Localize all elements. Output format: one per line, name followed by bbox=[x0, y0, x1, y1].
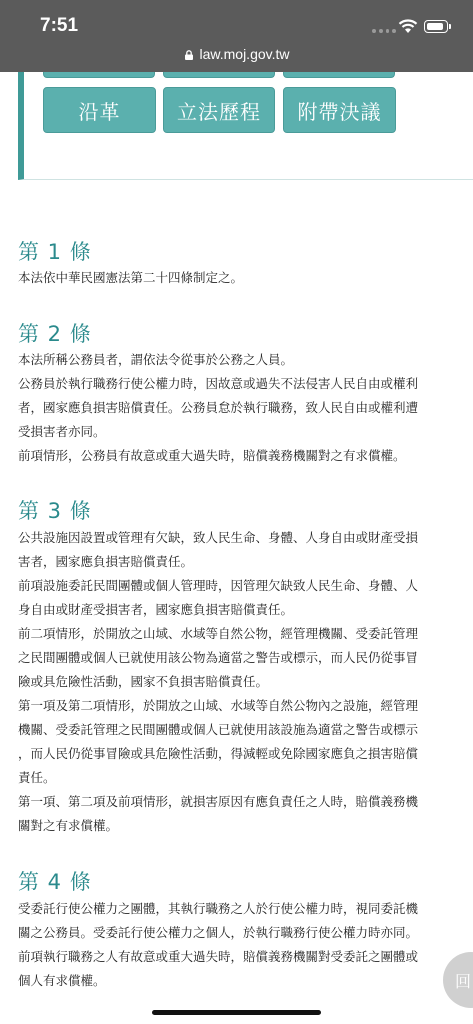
paragraph-line: 公務員於執行職務行使公權力時，因故意或過失不法侵害人民自由或權利 bbox=[18, 376, 419, 391]
menu-button-hidden-2[interactable] bbox=[163, 72, 275, 78]
paragraph-line: 害者，國家應負損害賠償責任。 bbox=[18, 554, 194, 569]
menu-button-hidden-1[interactable] bbox=[43, 72, 155, 78]
paragraph-line: 前二項情形，於開放之山域、水域等自然公物，經管理機關、受委託管理 bbox=[18, 626, 419, 641]
paragraph-line: 身自由或財產受損害者，國家應負損害賠償責任。 bbox=[18, 602, 294, 617]
paragraph-line: 前項情形，公務員有故意或重大過失時，賠償義務機關對之有求償權。 bbox=[18, 448, 406, 463]
paragraph-line: 第一項、第二項及前項情形，就損害原因有應負責任之人時，賠償義務機 bbox=[18, 794, 419, 809]
supplementary-resolution-button[interactable]: 附帶決議 bbox=[283, 87, 396, 133]
status-bar bbox=[0, 0, 473, 72]
cellular-signal-icon bbox=[372, 27, 396, 35]
paragraph-line: 受損害者亦同。 bbox=[18, 424, 106, 439]
home-indicator bbox=[152, 1010, 321, 1015]
article-1-text bbox=[18, 266, 458, 290]
legislative-history-button[interactable]: 立法歷程 bbox=[163, 87, 275, 133]
back-to-top-label: 回 bbox=[455, 971, 472, 991]
paragraph-line: 關對之有求償權。 bbox=[18, 818, 119, 833]
article-4-title[interactable]: 第 4 條 bbox=[18, 870, 92, 894]
paragraph-line: 機關、受委託管理之民間團體或個人已就使用該設施為適當之警告或標示 bbox=[18, 722, 419, 737]
paragraph-line: 前項執行職務之人有故意或重大過失時，賠償義務機關對受委託之團體或 bbox=[18, 949, 419, 964]
paragraph-line: 公共設施因設置或管理有欠缺，致人民生命、身體、人身自由或財產受損 bbox=[18, 530, 419, 545]
article-2-text bbox=[18, 348, 458, 468]
paragraph-line: 者，國家應負損害賠償責任。公務員怠於執行職務，致人民自由或權利遭 bbox=[18, 400, 419, 415]
article-4-text bbox=[18, 897, 458, 993]
wifi-icon bbox=[398, 18, 418, 34]
paragraph-line: 受委託行使公權力之團體，其執行職務之人於行使公權力時，視同委託機 bbox=[18, 901, 419, 916]
lock-icon bbox=[184, 50, 194, 60]
address-bar[interactable] bbox=[0, 46, 473, 62]
paragraph-line: 本法依中華民國憲法第二十四條制定之。 bbox=[18, 270, 244, 285]
url-text: law.moj.gov.tw bbox=[199, 46, 290, 62]
law-menu-panel bbox=[18, 72, 473, 180]
clock: 7:51 bbox=[40, 15, 79, 36]
article-2-title[interactable]: 第 2 條 bbox=[18, 322, 92, 346]
paragraph-line: 個人有求償權。 bbox=[18, 973, 106, 988]
paragraph-line: 關之公務員。受委託行使公權力之個人，於執行職務行使公權力時亦同。 bbox=[18, 925, 419, 940]
article-3-title[interactable]: 第 3 條 bbox=[18, 499, 92, 523]
paragraph-line: 本法所稱公務員者，謂依法令從事於公務之人員。 bbox=[18, 352, 294, 367]
article-3-text bbox=[18, 526, 458, 838]
paragraph-line: 第一項及第二項情形，於開放之山域、水域等自然公物內之設施，經管理 bbox=[18, 698, 419, 713]
paragraph-line: 責任。 bbox=[18, 770, 56, 785]
article-1-title[interactable]: 第 1 條 bbox=[18, 240, 92, 264]
battery-icon bbox=[424, 20, 448, 33]
paragraph-line: 前項設施委託民間團體或個人管理時，因管理欠缺致人民生命、身體、人 bbox=[18, 578, 419, 593]
paragraph-line: 險或具危險性活動，國家不負損害賠償責任。 bbox=[18, 674, 269, 689]
menu-button-hidden-3[interactable] bbox=[283, 72, 395, 78]
paragraph-line: ，而人民仍從事冒險或具危險性活動，得減輕或免除國家應負之損害賠償 bbox=[18, 746, 419, 761]
paragraph-line: 之民間團體或個人已就使用該公物為適當之警告或標示，而人民仍從事冒 bbox=[18, 650, 419, 665]
history-button[interactable]: 沿革 bbox=[43, 87, 156, 133]
